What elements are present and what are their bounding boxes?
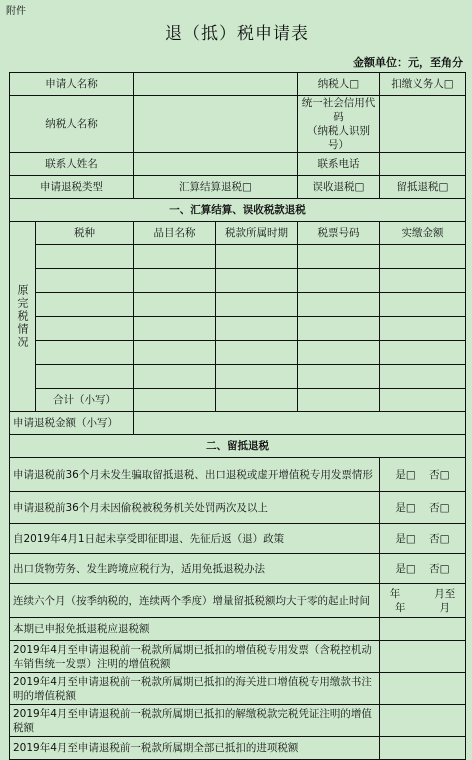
amount-row-label: 本期已申报免抵退税应退税额 — [10, 618, 380, 641]
credit-condition-choice[interactable]: 是□ 否□ — [380, 524, 466, 554]
type-settlement-checkbox[interactable]: 汇算结算退税□ — [134, 176, 298, 199]
taxpayer-name-value[interactable] — [134, 96, 298, 153]
table-cell[interactable] — [298, 245, 380, 269]
taxpayer-name-label: 纳税人名称 — [10, 96, 134, 153]
table-cell[interactable] — [134, 341, 216, 365]
unit-note: 金额单位：元，至角分 — [353, 56, 463, 69]
credit-code-label: 统一社会信用代码 （纳税人识别号） — [298, 96, 380, 153]
table-cell[interactable] — [298, 341, 380, 365]
withholder-checkbox[interactable]: 扣缴义务人□ — [380, 73, 466, 96]
total-cell[interactable] — [216, 389, 298, 412]
table-cell[interactable] — [216, 245, 298, 269]
phone-value[interactable] — [380, 153, 466, 176]
table-cell[interactable] — [36, 269, 134, 293]
amount-row-label: 2019年4月至申请退税前一税款所属期已抵扣的解缴税款完税凭证注明的增值税额 — [10, 705, 380, 737]
table-cell[interactable] — [134, 245, 216, 269]
table-cell[interactable] — [216, 269, 298, 293]
amount-row-label: 2019年4月至申请退税前一税款所属期已抵扣的海关进口增值税专用缴款书注明的增值税额 — [10, 673, 380, 705]
table-cell[interactable] — [380, 293, 466, 317]
type-credit-checkbox[interactable]: 留抵退税□ — [380, 176, 466, 199]
type-mistake-checkbox[interactable]: 误收退税□ — [298, 176, 380, 199]
contact-label: 联系人姓名 — [10, 153, 134, 176]
table-cell[interactable] — [36, 365, 134, 389]
col-item-name: 品目名称 — [134, 222, 216, 245]
total-cell[interactable] — [298, 389, 380, 412]
refund-application-form — [9, 14, 465, 754]
table-cell[interactable] — [216, 341, 298, 365]
table-cell[interactable] — [380, 317, 466, 341]
amount-row-value[interactable] — [380, 705, 466, 737]
attachment-label: 附件 — [6, 6, 26, 17]
table-cell[interactable] — [298, 365, 380, 389]
col-paid-amount: 实缴金额 — [380, 222, 466, 245]
credit-code-value[interactable] — [380, 96, 466, 153]
credit-condition-choice[interactable]: 是□ 否□ — [380, 554, 466, 584]
table-cell[interactable] — [298, 317, 380, 341]
total-value[interactable] — [380, 389, 466, 412]
form-title: 退（抵）税申请表 — [165, 24, 309, 44]
contact-value[interactable] — [134, 153, 298, 176]
increment-period-label: 连续六个月（按季纳税的，连续两个季度）增量留抵税额均大于零的起止时间 — [10, 584, 380, 618]
table-cell[interactable] — [380, 269, 466, 293]
total-cell[interactable] — [134, 389, 216, 412]
amount-row-value[interactable] — [380, 618, 466, 641]
taxpayer-checkbox[interactable]: 纳税人□ — [298, 73, 380, 96]
credit-condition-choice[interactable]: 是□ 否□ — [380, 492, 466, 524]
col-ticket-number: 税票号码 — [298, 222, 380, 245]
credit-condition-label: 申请退税前36个月未因偷税被税务机关处罚两次及以上 — [10, 492, 380, 524]
increment-period-value[interactable]: 年 月至 年 月 — [380, 584, 466, 618]
col-tax-period: 税款所属时期 — [216, 222, 298, 245]
table-cell[interactable] — [298, 293, 380, 317]
table-cell[interactable] — [36, 245, 134, 269]
amount-row-label: 2019年4月至申请退税前一税款所属期已抵扣的增值税专用发票（含税控机动车销售统一发票）注明的增值税额 — [10, 641, 380, 673]
table-cell[interactable] — [36, 317, 134, 341]
phone-label: 联系电话 — [298, 153, 380, 176]
applicant-name-label: 申请人名称 — [10, 73, 134, 96]
applicant-name-value[interactable] — [134, 73, 298, 96]
table-cell[interactable] — [298, 269, 380, 293]
amount-row-label: 2019年4月至申请退税前一税款所属期全部已抵扣的进项税额 — [10, 737, 380, 760]
table-cell[interactable] — [134, 365, 216, 389]
table-cell[interactable] — [134, 317, 216, 341]
amount-row-value[interactable] — [380, 673, 466, 705]
refund-amount-label: 申请退税金额（小写） — [10, 412, 134, 435]
amount-row-value[interactable] — [380, 641, 466, 673]
amount-row-value[interactable] — [380, 737, 466, 760]
table-cell[interactable] — [216, 317, 298, 341]
table-cell[interactable] — [216, 365, 298, 389]
section2-title: 二、留抵退税 — [10, 435, 466, 458]
section1-title: 一、汇算结算、误收税款退税 — [10, 199, 466, 222]
credit-condition-label: 出口货物劳务、发生跨境应税行为，适用免抵退税办法 — [10, 554, 380, 584]
table-cell[interactable] — [134, 269, 216, 293]
credit-condition-choice[interactable]: 是□ 否□ — [380, 458, 466, 492]
table-cell[interactable] — [216, 293, 298, 317]
col-tax-type: 税种 — [36, 222, 134, 245]
table-cell[interactable] — [36, 341, 134, 365]
credit-condition-label: 申请退税前36个月未发生骗取留抵退税、出口退税或虚开增值税专用发票情形 — [10, 458, 380, 492]
form-table — [9, 72, 466, 760]
table-cell[interactable] — [380, 365, 466, 389]
original-tax-side-label: 原完税情况 — [10, 222, 36, 412]
table-cell[interactable] — [380, 245, 466, 269]
refund-type-label: 申请退税类型 — [10, 176, 134, 199]
total-label: 合计（小写） — [36, 389, 134, 412]
table-cell[interactable] — [36, 293, 134, 317]
refund-amount-value[interactable] — [134, 412, 466, 435]
credit-condition-label: 自2019年4月1日起未享受即征即退、先征后返（退）政策 — [10, 524, 380, 554]
table-cell[interactable] — [134, 293, 216, 317]
table-cell[interactable] — [380, 341, 466, 365]
